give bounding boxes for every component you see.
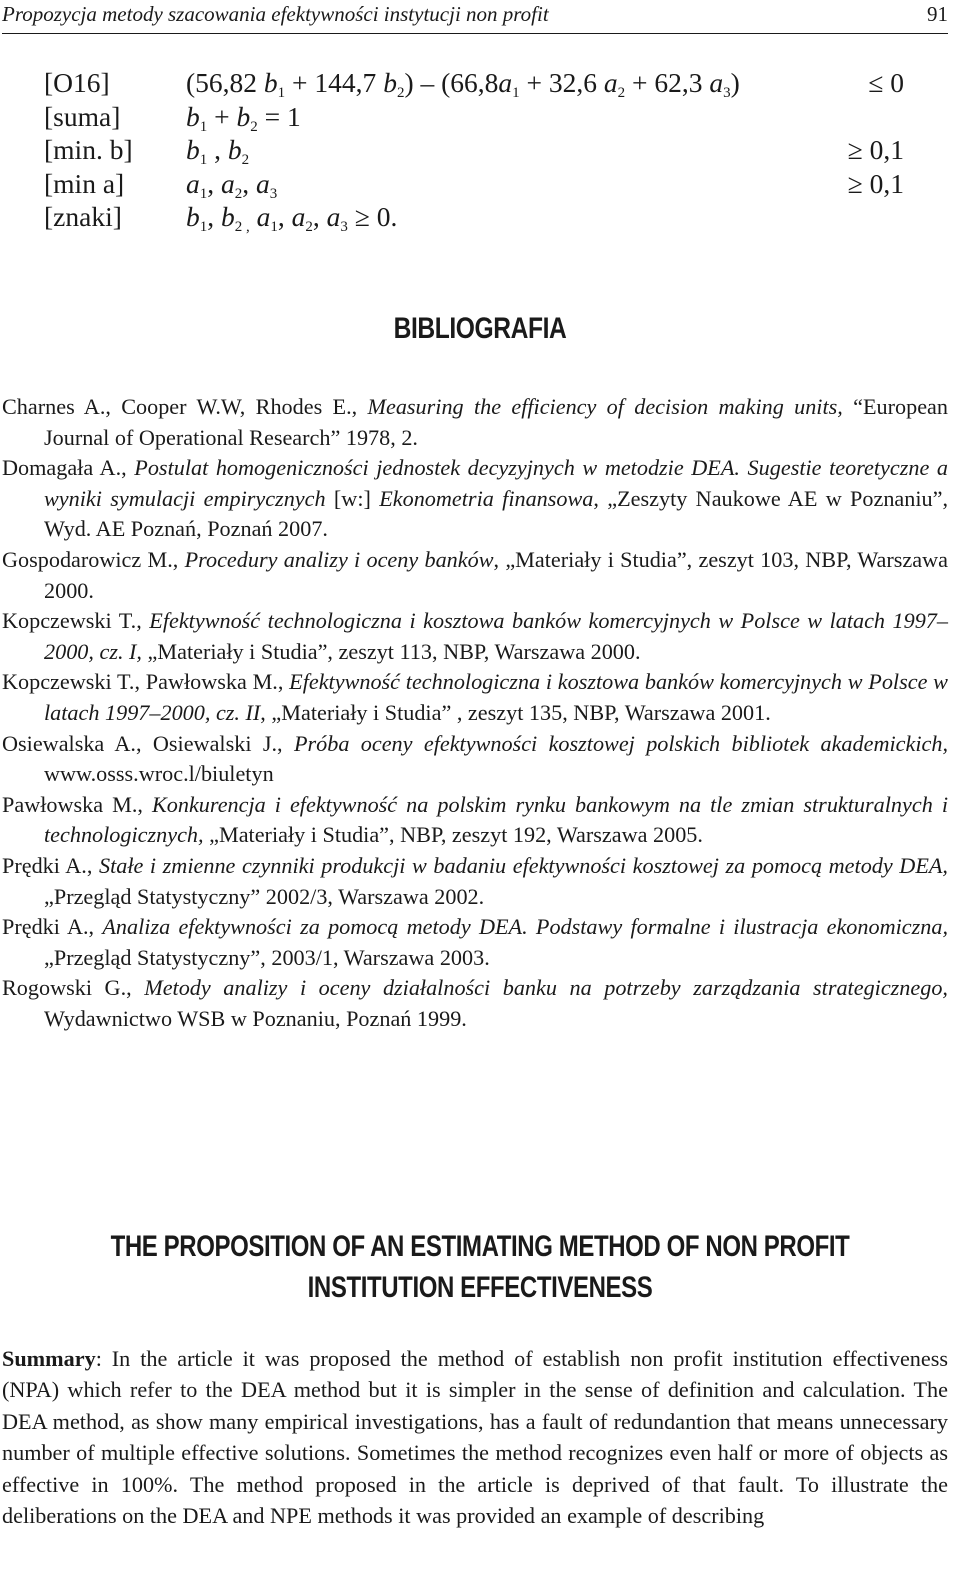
bibliography-entry: [2, 606, 948, 667]
entry-title: Efektywność technologiczna i kosztowa banków komercyjnych w Polsce w latach 1997–2000, cz. II: [44, 669, 948, 725]
entry-details: , „Materiały i Studia”, zeszyt 103, NBP, Warszawa 2000.: [44, 546, 948, 603]
bibliography-entry: [2, 453, 948, 545]
constraint-o16: [44, 66, 904, 100]
entry-details: www.osss.wroc.l/biuletyn: [44, 761, 274, 787]
bibliography-list: [2, 392, 948, 1034]
bibliography-entry: [2, 667, 948, 728]
bibliography-entry: [2, 729, 948, 790]
entry-author: Pawłowska M.,: [2, 791, 152, 817]
entry-details: [w:]: [325, 485, 380, 511]
constraint-expression: (56,82 $b_1 + 144,7$ $b_2) - (66,8a_1 + 32,6$ $a_2 + 62,3$ $a_3$): [186, 67, 740, 101]
entry-details: „Przegląd Statystyczny” 2002/3, Warszawa 2002.: [44, 883, 485, 909]
summary-paragraph: [2, 1343, 948, 1531]
entry-author: Kopczewski T.,: [2, 608, 150, 634]
entry-author: Kopczewski T., Pawłowska M.,: [2, 669, 290, 695]
constraint-expression: $b_1$ , $b_2$: [186, 134, 250, 168]
entry-author: Charnes A., Cooper W.W, Rhodes E.,: [2, 394, 368, 419]
bibliography-entry: [2, 973, 948, 1034]
entry-title: Analiza efektywności za pomocą metody DEA. Podstawy formalne i ilustracja ekonomiczna,: [102, 914, 948, 940]
entry-details: Wydawnictwo WSB w Poznaniu, Poznań 1999.: [44, 1005, 467, 1031]
constraint-label: [min a]: [44, 167, 125, 199]
constraint-min-b: [44, 133, 904, 167]
entry-details: , „Materiały i Studia” , zeszyt 135, NBP, Warszawa 2001.: [260, 699, 771, 725]
entry-title: Próba oceny efektywności kosztowej polskich bibliotek akademickich,: [293, 730, 949, 756]
entry-details: “European Journal of Operational Research” 1978, 2.: [44, 394, 948, 450]
bibliography-entry: [2, 545, 948, 606]
summary-text: : In the article it was proposed the method of establish non profit institution effectiveness (NPA) which refer to the DEA method but it is simpler in the sense of definition and calculation. The DEA method, as show many empirical investigations, has a fault of redundantion that means unnecessary number of multiple effective solutions. Sometimes the method recognizes even half or more of objects as effective in 100%. The method proposed in the article is deprived of that fault. To illustrate the deliberations on the DEA and NPE methods it was provided an example of describing: [2, 1346, 948, 1529]
entry-author: Gospodarowicz M.,: [2, 546, 185, 572]
running-head: [2, 0, 948, 34]
constraint-label: [O16]: [44, 67, 110, 98]
entry-author: Prędki A.,: [2, 852, 99, 878]
constraint-expression: $a_1$, $a_2$, $a_3$: [186, 167, 278, 202]
constraint-relation: ≤ 0: [868, 67, 904, 98]
constraint-label: [min. b]: [44, 134, 133, 165]
constraint-relation: ≥ 0,1: [847, 134, 904, 165]
constraint-label: [suma]: [44, 100, 121, 132]
english-title-line-1: THE PROPOSITION OF AN ESTIMATING METHOD OF NON PROFIT: [110, 1230, 850, 1263]
constraint-relation: ≥ 0,1: [847, 167, 904, 199]
constraint-label: [znaki]: [44, 201, 122, 232]
constraint-expression: $b_1$, $b_{2 ,}$ $a_1$, $a_2$, $a_3 \ge 0$.: [186, 201, 398, 235]
bibliography-entry: [2, 912, 948, 973]
bibliography-entry: [2, 790, 948, 851]
entry-title: Postulat homogeniczności jednostek decyzyjnych w metodzie DEA. Sugestie teoretyczne a wyniki symulacji empirycznych: [44, 455, 948, 511]
entry-title: Measuring the efficiency of decision making units,: [367, 394, 843, 419]
entry-title: Stałe i zmienne czynniki produkcji w badaniu efektywności kosztowej za pomocą metody DEA,: [98, 852, 948, 878]
constraint-suma: [44, 100, 904, 134]
entry-title: Procedury analizy i oceny banków: [184, 546, 494, 572]
bibliography-entry: [2, 851, 948, 912]
entry-author: Prędki A.,: [2, 914, 103, 940]
english-title-line-2: INSTITUTION EFFECTIVENESS: [307, 1271, 653, 1304]
constraint-min-a: [44, 167, 904, 201]
entry-details: „Materiały i Studia”, NBP, zeszyt 192, Warszawa 2005.: [203, 822, 703, 848]
entry-author: Rogowski G.,: [2, 975, 145, 1001]
page-number: 91: [927, 2, 948, 26]
entry-details: „Materiały i Studia”, zeszyt 113, NBP, Warszawa 2000.: [141, 638, 641, 664]
summary-label: Summary: [2, 1346, 96, 1371]
bibliography-entry: [2, 392, 948, 453]
entry-author: Domagała A.,: [2, 455, 135, 481]
entry-author: Osiewalska A., Osiewalski J.,: [2, 730, 294, 756]
entry-title: Konkurencja i efektywność na polskim rynku bankowym na tle zmian strukturalnych i technologicznych,: [44, 791, 948, 848]
english-title: [96, 1226, 864, 1308]
constraint-znaki: [44, 200, 904, 234]
entry-title-secondary: Ekonometria finansowa: [379, 485, 594, 511]
constraint-expression: $b_1 + b_2 = 1$: [186, 100, 301, 135]
entry-details-secondary: , „Zeszyty Naukowe AE w Poznaniu”, Wyd. AE Poznań, Poznań 2007.: [44, 485, 949, 542]
entry-title: Metody analizy i oceny działalności banku na potrzeby zarządzania strategicznego,: [144, 975, 948, 1001]
entry-title: Efektywność technologiczna i kosztowa banków komercyjnych w Polsce w latach 1997–2000, cz. I,: [44, 608, 948, 664]
running-title: Propozycja metody szacowania efektywności instytucji non profit: [2, 2, 549, 26]
bibliography-heading: BIBLIOGRAFIA: [393, 312, 567, 345]
constraints-block: [44, 66, 904, 234]
entry-details: „Przegląd Statystyczny”, 2003/1, Warszawa 2003.: [44, 944, 490, 970]
